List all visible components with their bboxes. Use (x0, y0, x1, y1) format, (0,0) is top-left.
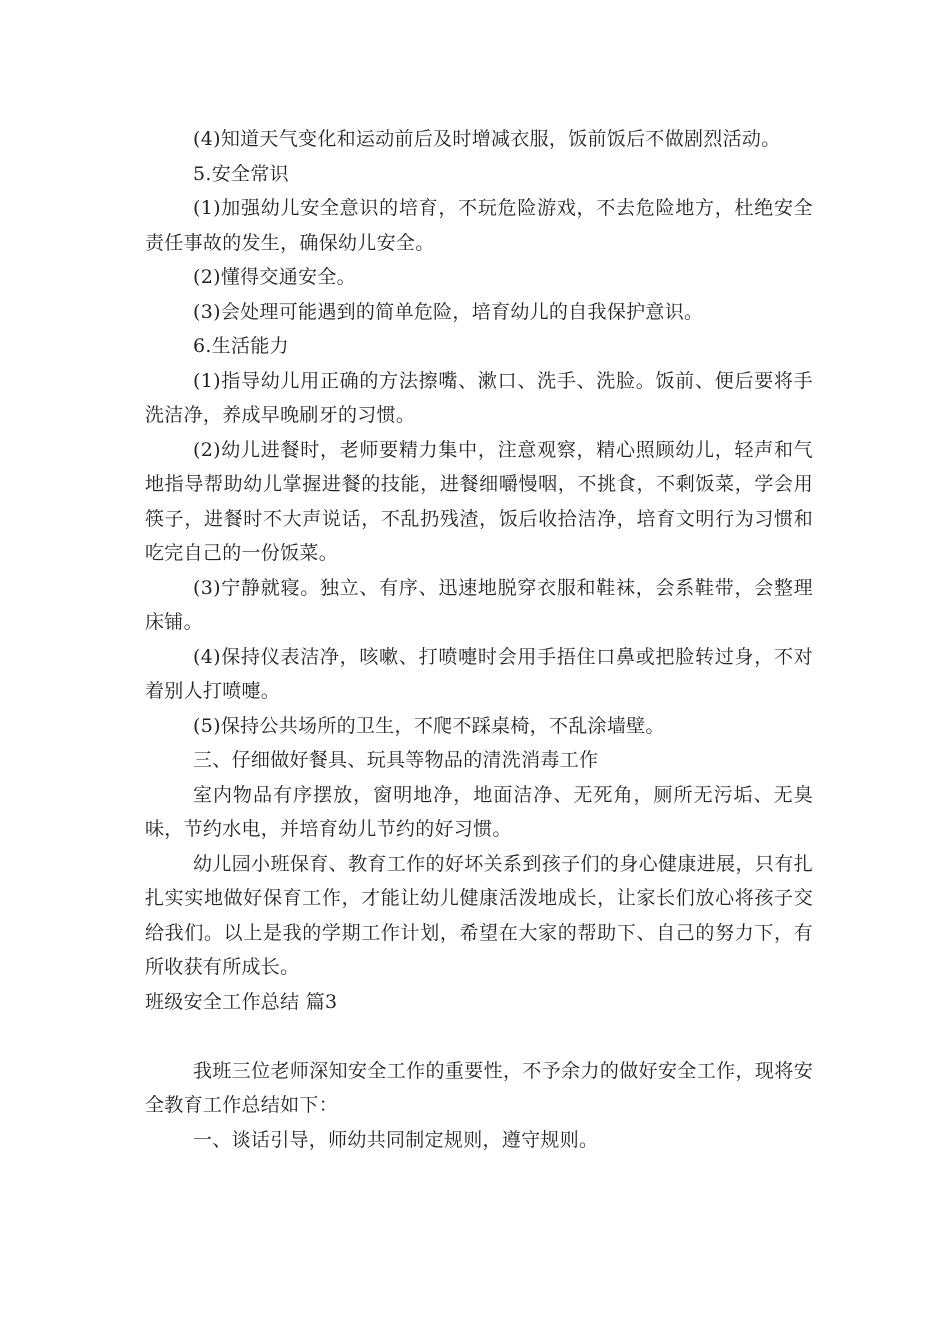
paragraph-appearance: (4)保持仪表洁净，咳嗽、打喷嚏时会用手捂住口鼻或把脸转过身，不对着别人打喷嚏。 (145, 645, 813, 702)
paragraph-hygiene-habits: (1)指导幼儿用正确的方法擦嘴、漱口、洗手、洗脸。饭前、便后要将手洗洁净，养成早晚刷牙的习惯。 (145, 369, 813, 426)
paragraph-room-order: 室内物品有序摆放，窗明地净，地面洁净、无死角，厕所无污垢、无臭味，节约水电，并培育幼儿节约的好习惯。 (145, 783, 813, 840)
paragraph-traffic-safety: (2)懂得交通安全。 (193, 266, 356, 288)
paragraph-weather-clothing: (4)知道天气变化和运动前后及时增减衣服，饭前饭后不做剧烈活动。 (193, 128, 781, 150)
document-body (145, 122, 813, 1157)
paragraph-self-protection: (3)会处理可能遇到的简单危险，培育幼儿的自我保护意识。 (193, 300, 704, 323)
paragraph-conclusion: 幼儿园小班保育、教育工作的好坏关系到孩子们的身心健康进展，只有扎扎实实地做好保育工作，才能让幼儿健康活泼地成长，让家长们放心将孩子交给我们。以上是我的学期工作计划，希望在大家的帮助下、自己的努力下，有所收获有所成长。 (145, 852, 813, 978)
heading-disinfection: 三、仔细做好餐具、玩具等物品的清洗消毒工作 (193, 749, 599, 771)
paragraph-sleep: (3)宁静就寝。独立、有序、迅速地脱穿衣服和鞋袜，会系鞋带，会整理床铺。 (145, 576, 813, 633)
section-heading: 班级安全工作总结 篇3 (145, 990, 338, 1013)
paragraph-section-intro: 我班三位老师深知安全工作的重要性，不予余力的做好安全工作，现将安全教育工作总结如下： (145, 1059, 813, 1116)
blank-line (145, 1019, 813, 1054)
paragraph-public-hygiene: (5)保持公共场所的卫生，不爬不踩桌椅，不乱涂墙壁。 (193, 714, 665, 737)
heading-life-skills: 6.生活能力 (193, 335, 289, 357)
heading-safety-knowledge: 5.安全常识 (193, 162, 289, 185)
paragraph-meal-time: (2)幼儿进餐时，老师要精力集中，注意观察，精心照顾幼儿，轻声和气地指导帮助幼儿掌握进餐的技能，进餐细嚼慢咽，不挑食，不剩饭菜，学会用筷子，进餐时不大声说话，不乱扔残渣，饭后收拾洁净，培育文明行为习惯和吃完自己的一份饭菜。 (145, 438, 813, 564)
paragraph-safety-awareness: (1)加强幼儿安全意识的培育，不玩危险游戏，不去危险地方，杜绝安全责任事故的发生，确保幼儿安全。 (145, 197, 813, 254)
paragraph-section-item-one: 一、谈话引导，师幼共同制定规则，遵守规则。 (193, 1128, 599, 1151)
